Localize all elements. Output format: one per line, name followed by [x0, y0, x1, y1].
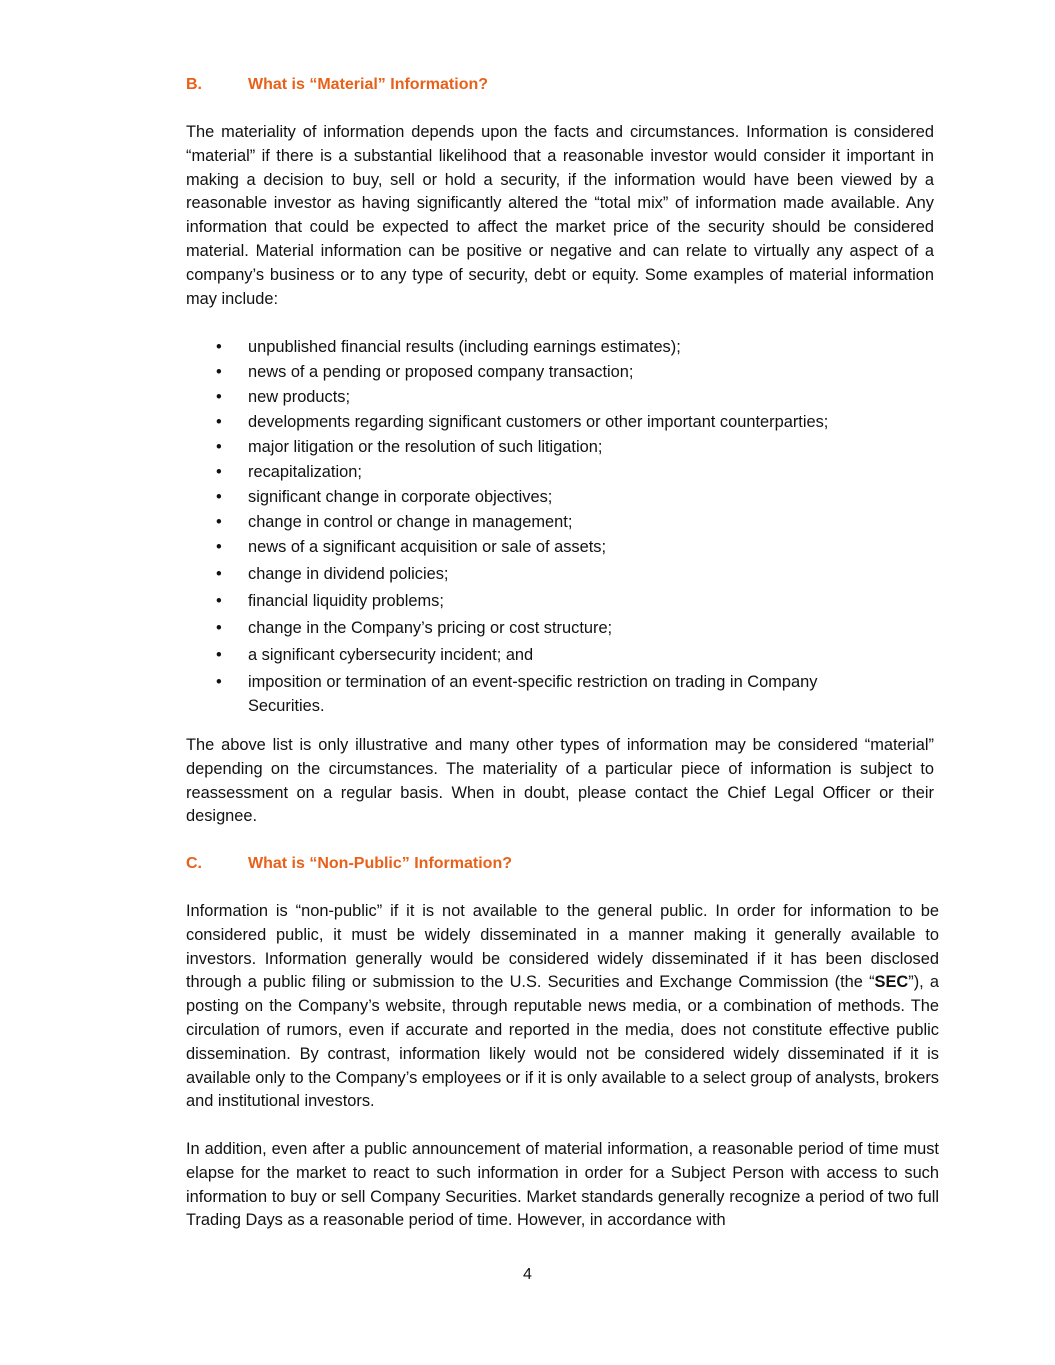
bullet-icon: •: [216, 363, 222, 381]
section-c-p1-end: ”), a posting on the Company’s website, through reputable news media, or a combination of methods. The circulation of rumors, even if accurate and reported in the media, does not constitute effective public dissemination. By contrast, information likely would not be considered widely disseminated if it is available only to the Company’s employees or if it is only available to a select group of analysts, brokers and institutional investors.: [186, 973, 940, 1111]
bullet-icon: •: [216, 673, 222, 691]
section-c-paragraph-2: In addition, even after a public announcement of material information, a reasonable period of time must elapse for the market to react to such information in order for a Subject Person with access to such information to buy or sell Company Securities. Market standards generally recognize a period of two full Trading Days as a reasonable period of time. However, in accordance with: [186, 1140, 939, 1230]
section-b-letter: B.: [186, 76, 202, 93]
bullet-icon: •: [216, 438, 222, 456]
material-example-item: [186, 485, 946, 509]
material-example-item: [186, 670, 946, 718]
bullet-icon: •: [216, 538, 222, 556]
material-example-text: change in the Company’s pricing or cost structure;: [248, 619, 613, 637]
bullet-icon: •: [216, 463, 222, 481]
material-example-item: [186, 335, 946, 359]
bullet-icon: •: [216, 646, 222, 664]
material-example-text: news of a pending or proposed company transaction;: [248, 363, 634, 381]
material-example-text: a significant cybersecurity incident; and: [248, 646, 534, 664]
bullet-icon: •: [216, 513, 222, 531]
section-b-title: What is “Material” Information?: [248, 76, 489, 93]
section-c-title: What is “Non-Public” Information?: [248, 855, 512, 872]
material-example-item: [186, 410, 946, 434]
bullet-icon: •: [216, 338, 222, 356]
material-example-text: financial liquidity problems;: [248, 592, 444, 610]
page-number: 4: [523, 1266, 532, 1283]
section-c-heading: [186, 855, 512, 873]
section-b-intro: The materiality of information depends upon the facts and circumstances. Information is considered “material” if there is a substantial likelihood that a reasonable investor would consider it important in making a decision to buy, sell or hold a security, if the information would have been viewed by a reasonable investor as having significantly altered the “total mix” of information made available. Any information that could be expected to affect the market price of the security should be considered material. Material information can be positive or negative and can relate to virtually any aspect of a company’s business or to any type of security, debt or equity. Some examples of material information may include:: [186, 123, 934, 308]
section-c-letter: C.: [186, 855, 202, 872]
material-example-text: significant change in corporate objectives;: [248, 488, 553, 506]
material-example-text: change in control or change in management;: [248, 513, 573, 531]
section-b-heading: [186, 76, 488, 94]
material-example-item: [186, 460, 946, 484]
material-example-text: imposition or termination of an event-specific restriction on trading in Company Securities.: [248, 673, 818, 715]
material-example-item: [186, 435, 946, 459]
bullet-icon: •: [216, 488, 222, 506]
section-b-closing: The above list is only illustrative and many other types of information may be considered “material” depending on the circumstances. The materiality of a particular piece of information is subject to reassessment on a regular basis. When in doubt, please contact the Chief Legal Officer or their designee.: [186, 736, 934, 826]
material-examples-list: [186, 335, 946, 719]
material-example-text: new products;: [248, 388, 351, 406]
material-example-text: unpublished financial results (including earnings estimates);: [248, 338, 681, 356]
bullet-icon: •: [216, 388, 222, 406]
material-example-item: [186, 616, 946, 640]
material-example-text: news of a significant acquisition or sale of assets;: [248, 538, 607, 556]
material-example-item: [186, 535, 946, 559]
material-example-text: change in dividend policies;: [248, 565, 449, 583]
material-example-item: [186, 385, 946, 409]
material-example-item: [186, 562, 946, 586]
material-example-item: [186, 360, 946, 384]
material-example-text: recapitalization;: [248, 463, 362, 481]
material-example-item: [186, 589, 946, 613]
bullet-icon: •: [216, 592, 222, 610]
section-c-p1-start: Information is “non-public” if it is not available to the general public. In order for information to be considered public, it must be widely disseminated in a manner making it generally available to investors. Information generally would be considered widely disseminated if it has been disclosed through a public filing or submission to the U.S. Securities and Exchange Commission (the “: [186, 902, 939, 992]
material-example-item: [186, 643, 946, 667]
section-c-paragraph-1: [186, 900, 939, 1114]
bullet-icon: •: [216, 619, 222, 637]
material-example-text: developments regarding significant customers or other important counterparties;: [248, 413, 829, 431]
material-example-item: [186, 510, 946, 534]
bullet-icon: •: [216, 565, 222, 583]
bullet-icon: •: [216, 413, 222, 431]
material-example-text: major litigation or the resolution of such litigation;: [248, 438, 603, 456]
sec-defined-term: SEC: [874, 973, 909, 992]
